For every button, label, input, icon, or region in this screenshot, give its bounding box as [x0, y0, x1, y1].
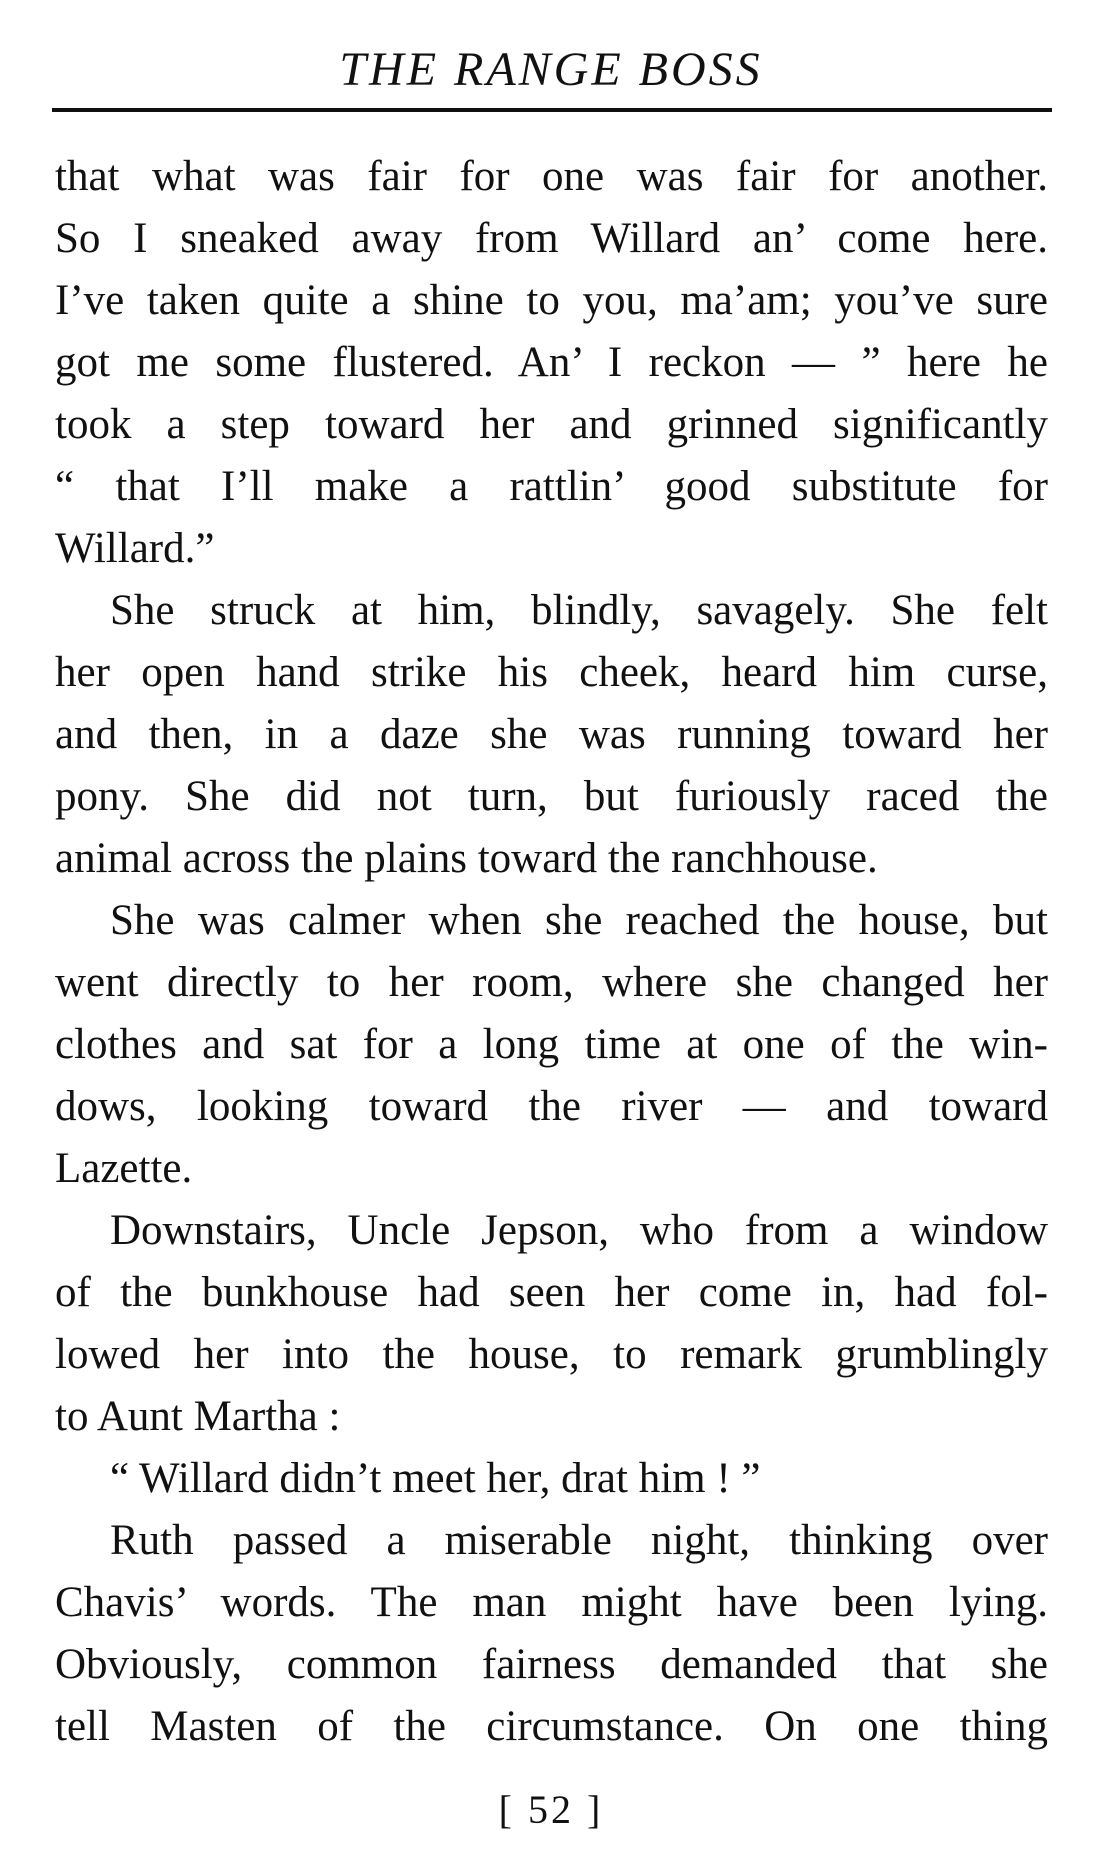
- text-line: dows, looking toward the river — and toward: [55, 1083, 1048, 1130]
- text-line: Obviously, common fairness demanded that she: [55, 1641, 1048, 1688]
- text-line: “ Willard didn’t meet her, drat him ! ”: [110, 1455, 761, 1502]
- text-line: I’ve taken quite a shine to you, ma’am; you’ve sure: [55, 277, 1048, 324]
- text-line: “ that I’ll make a rattlin’ good substitute for: [55, 463, 1048, 510]
- text-line: animal across the plains toward the ranchhouse.: [55, 835, 878, 882]
- text-line: and then, in a daze she was running toward her: [55, 711, 1048, 758]
- text-line: her open hand strike his cheek, heard him curse,: [55, 649, 1048, 696]
- text-line: tell Masten of the circumstance. On one thing: [55, 1703, 1048, 1750]
- text-line: Chavis’ words. The man might have been lying.: [55, 1579, 1048, 1626]
- running-head: THE RANGE BOSS: [339, 43, 763, 96]
- text-line: to Aunt Martha :: [55, 1393, 341, 1440]
- text-line: clothes and sat for a long time at one of the win-: [55, 1021, 1048, 1068]
- text-line: got me some flustered. An’ I reckon — ” here he: [55, 339, 1048, 386]
- page-number: [ 52 ]: [498, 1787, 604, 1832]
- body-text: [55, 146, 1048, 1758]
- text-line: Willard.”: [55, 525, 215, 572]
- text-line: Downstairs, Uncle Jepson, who from a window: [110, 1207, 1048, 1254]
- text-line: lowed her into the house, to remark grumblingly: [55, 1331, 1048, 1378]
- text-line: of the bunkhouse had seen her come in, had fol-: [55, 1269, 1048, 1316]
- text-line: She struck at him, blindly, savagely. She felt: [110, 587, 1048, 634]
- text-line: Lazette.: [55, 1145, 193, 1192]
- text-line: She was calmer when she reached the house, but: [110, 897, 1048, 944]
- header-rule: [52, 108, 1052, 112]
- text-line: took a step toward her and grinned significantly: [55, 401, 1048, 448]
- text-line: So I sneaked away from Willard an’ come here.: [55, 215, 1048, 262]
- text-line: Ruth passed a miserable night, thinking over: [110, 1517, 1048, 1564]
- text-line: that what was fair for one was fair for another.: [55, 153, 1048, 200]
- text-line: pony. She did not turn, but furiously raced the: [55, 773, 1048, 820]
- text-line: went directly to her room, where she changed her: [55, 959, 1048, 1006]
